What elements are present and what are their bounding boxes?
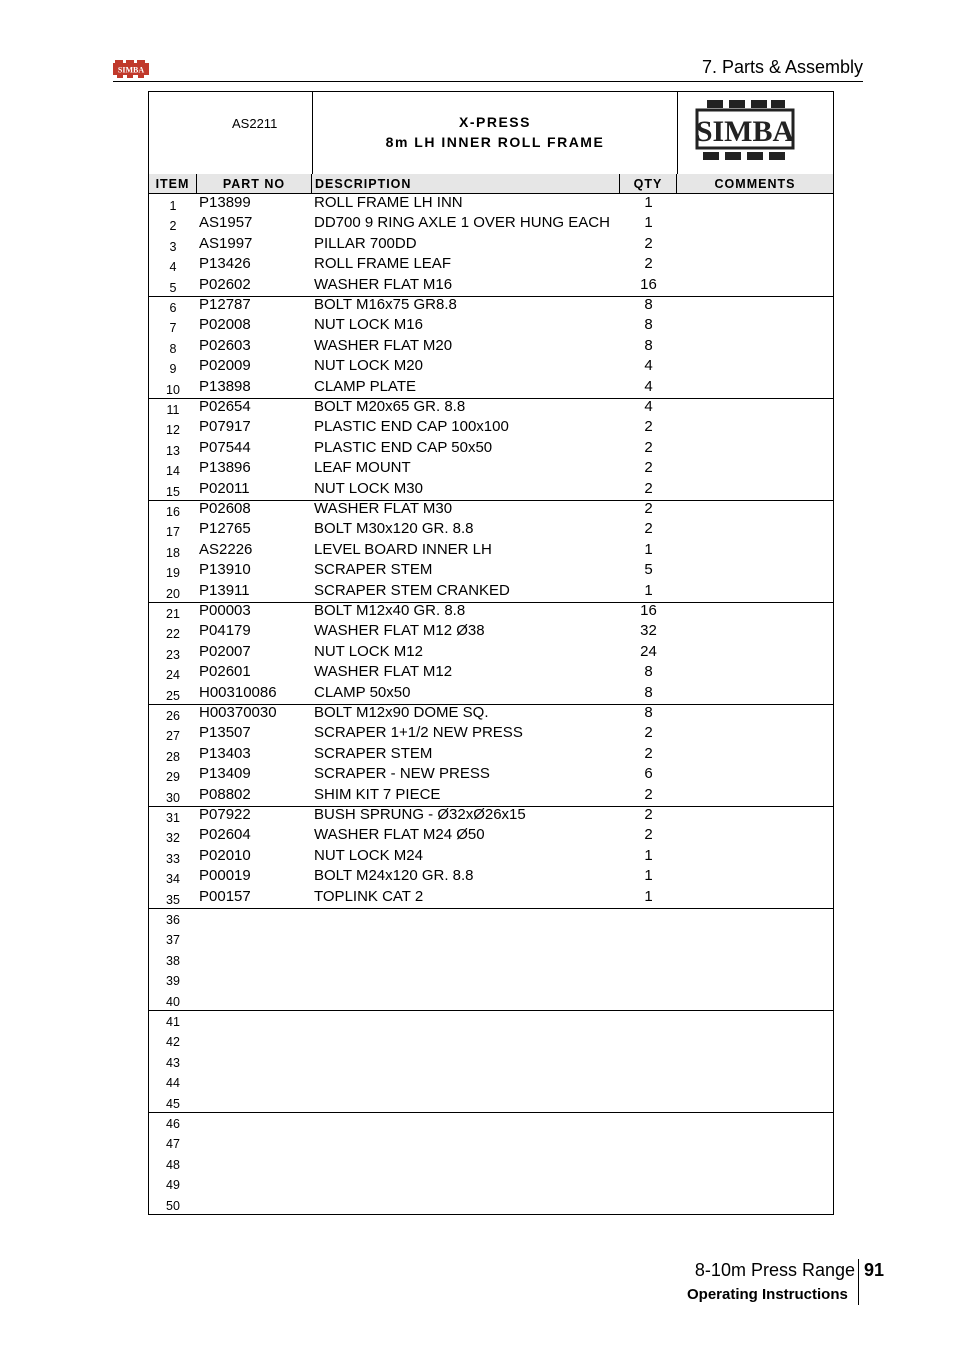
part-number: P07544 [199, 438, 251, 456]
part-description: TOPLINK CAT 2 [314, 887, 424, 905]
part-number: P13507 [199, 724, 251, 742]
table-row [149, 969, 833, 989]
group-divider [149, 704, 833, 705]
part-number: P02007 [199, 642, 251, 660]
part-quantity: 1 [644, 540, 653, 558]
part-number: P00003 [199, 602, 251, 619]
part-quantity: 2 [644, 724, 653, 742]
assembly-number-cell [149, 92, 313, 174]
item-number: 45 [166, 1096, 180, 1111]
item-number: 44 [166, 1076, 180, 1091]
part-description: SCRAPER STEM [314, 561, 433, 579]
part-number: P07917 [199, 418, 251, 436]
part-number: P13403 [199, 744, 251, 762]
part-quantity: 2 [644, 806, 653, 823]
item-number: 35 [166, 892, 180, 907]
item-number: 47 [166, 1137, 180, 1152]
parts-sheet [148, 91, 834, 1215]
item-number: 19 [166, 566, 180, 581]
item-number: 34 [166, 872, 180, 887]
item-number: 43 [166, 1055, 180, 1070]
part-description: WASHER FLAT M16 [314, 275, 453, 293]
part-quantity: 4 [644, 377, 653, 395]
part-description: BOLT M16x75 GR8.8 [314, 296, 457, 313]
part-description: SCRAPER 1+1/2 NEW PRESS [314, 724, 523, 742]
footer-subtitle: Operating Instructions [687, 1286, 848, 1303]
item-number: 48 [166, 1157, 180, 1172]
sheet-title-cell [313, 92, 678, 174]
part-description: WASHER FLAT M24 Ø50 [314, 826, 485, 844]
item-number: 6 [169, 301, 177, 315]
part-number: H00370030 [199, 704, 277, 721]
item-number: 32 [166, 831, 180, 846]
item-number: 50 [166, 1198, 180, 1213]
part-number: P02602 [199, 275, 251, 293]
item-number: 36 [166, 913, 180, 927]
part-number: P13899 [199, 194, 251, 211]
part-number: P04179 [199, 622, 251, 640]
item-number: 28 [166, 749, 180, 764]
part-quantity: 2 [644, 744, 653, 762]
group-divider [149, 296, 833, 297]
part-number: AS1957 [199, 214, 253, 232]
item-number: 17 [166, 525, 180, 540]
part-number: P02601 [199, 663, 251, 681]
part-description: SCRAPER - NEW PRESS [314, 765, 490, 783]
part-quantity: 4 [644, 398, 653, 415]
part-quantity: 8 [644, 704, 653, 721]
part-number: P13409 [199, 765, 251, 783]
part-quantity: 24 [640, 642, 657, 660]
table-row [149, 806, 833, 826]
item-number: 26 [166, 709, 180, 723]
column-header-row [149, 174, 833, 194]
table-row [149, 745, 833, 765]
item-number: 21 [166, 607, 180, 621]
item-number: 38 [166, 953, 180, 968]
table-row [149, 541, 833, 561]
table-row [149, 214, 833, 234]
group-divider [149, 806, 833, 807]
item-number: 33 [166, 851, 180, 866]
group-divider [149, 908, 833, 909]
part-number: P07922 [199, 806, 251, 823]
part-quantity: 4 [644, 357, 653, 375]
table-row [149, 622, 833, 642]
part-description: WASHER FLAT M30 [314, 500, 453, 517]
part-number: AS2226 [199, 540, 253, 558]
section-title: 7. Parts & Assembly [701, 57, 863, 77]
table-row [149, 765, 833, 785]
table-row [149, 1194, 833, 1214]
item-number: 31 [166, 811, 180, 825]
part-number: P00019 [199, 867, 251, 885]
part-quantity: 16 [640, 275, 657, 293]
item-number: 16 [166, 505, 180, 519]
part-number: AS1997 [199, 234, 253, 252]
part-description: ROLL FRAME LH INN [314, 194, 463, 211]
part-quantity: 1 [644, 194, 653, 211]
table-row [149, 1112, 833, 1132]
item-number: 24 [166, 668, 180, 683]
item-number: 22 [166, 627, 180, 642]
item-number: 11 [166, 403, 180, 417]
table-row [149, 235, 833, 255]
item-number: 30 [166, 790, 180, 805]
part-number: P02654 [199, 398, 251, 415]
table-row [149, 1092, 833, 1112]
header-divider [113, 81, 863, 82]
item-number: 39 [166, 974, 180, 989]
table-row [149, 643, 833, 663]
part-quantity: 8 [644, 296, 653, 313]
svg-text:SIMBA: SIMBA [695, 115, 795, 148]
part-number: P08802 [199, 785, 251, 803]
part-description: BOLT M12x90 DOME SQ. [314, 704, 489, 721]
part-description: NUT LOCK M24 [314, 846, 423, 864]
part-description: WASHER FLAT M12 [314, 663, 453, 681]
simba-brand-logo [695, 100, 795, 164]
part-quantity: 6 [644, 765, 653, 783]
page-number: 91 [864, 1260, 885, 1280]
part-description: LEAF MOUNT [314, 459, 411, 477]
part-number: H00310086 [199, 683, 277, 701]
part-description: WASHER FLAT M20 [314, 336, 453, 354]
part-number: P00157 [199, 887, 251, 905]
item-number: 37 [166, 933, 180, 948]
part-description: NUT LOCK M30 [314, 479, 423, 497]
table-row [149, 1173, 833, 1193]
item-number: 10 [166, 382, 180, 397]
part-description: BOLT M12x40 GR. 8.8 [314, 602, 466, 619]
table-row [149, 418, 833, 438]
col-item: ITEM [149, 174, 197, 193]
part-description: PLASTIC END CAP 100x100 [314, 418, 509, 436]
table-row [149, 867, 833, 887]
svg-text:SIMBA: SIMBA [117, 65, 145, 75]
part-number: P02603 [199, 336, 251, 354]
table-row [149, 1051, 833, 1071]
part-description: SHIM KIT 7 PIECE [314, 785, 441, 803]
col-comments: COMMENTS [714, 177, 796, 191]
table-row [149, 439, 833, 459]
part-description: PLASTIC END CAP 50x50 [314, 438, 493, 456]
sheet-title-line1: X-PRESS [459, 114, 531, 130]
part-number: P13426 [199, 255, 251, 273]
group-divider [149, 500, 833, 501]
footer-range: 8-10m Press Range [694, 1260, 855, 1280]
item-number: 8 [169, 341, 177, 356]
part-description: CLAMP PLATE [314, 377, 416, 395]
part-quantity: 1 [644, 887, 653, 905]
table-row [149, 1010, 833, 1030]
part-description: BOLT M20x65 GR. 8.8 [314, 398, 466, 415]
part-quantity: 1 [644, 581, 653, 599]
table-row [149, 1030, 833, 1050]
item-number: 14 [166, 464, 180, 479]
table-row [149, 357, 833, 377]
item-number: 41 [166, 1015, 180, 1029]
part-quantity: 1 [644, 867, 653, 885]
group-divider [149, 1112, 833, 1113]
table-row [149, 255, 833, 275]
footer-divider [858, 1259, 859, 1305]
item-number: 4 [169, 260, 177, 275]
assembly-number: AS2211 [232, 116, 278, 131]
table-row [149, 847, 833, 867]
group-divider [149, 398, 833, 399]
part-quantity: 8 [644, 683, 653, 701]
table-row [149, 908, 833, 928]
table-row [149, 786, 833, 806]
col-description: DESCRIPTION [312, 174, 620, 193]
col-part-no: PART NO [197, 174, 312, 193]
table-row [149, 582, 833, 602]
table-row [149, 990, 833, 1010]
table-row [149, 888, 833, 908]
part-number: P02011 [199, 479, 250, 497]
item-number: 5 [169, 280, 177, 295]
item-number: 29 [166, 770, 180, 785]
table-row [149, 520, 833, 540]
part-number: P12765 [199, 520, 251, 538]
item-number: 49 [166, 1178, 180, 1193]
table-row [149, 684, 833, 704]
part-description: CLAMP 50x50 [314, 683, 411, 701]
part-quantity: 1 [644, 846, 653, 864]
item-number: 18 [166, 545, 180, 560]
table-row [149, 276, 833, 296]
part-number: P13910 [199, 561, 251, 579]
part-number: P02608 [199, 500, 251, 517]
part-quantity: 8 [644, 336, 653, 354]
col-qty: QTY [620, 174, 677, 193]
part-number: P02009 [199, 357, 251, 375]
item-number: 23 [166, 647, 180, 662]
table-row [149, 561, 833, 581]
part-quantity: 5 [644, 561, 653, 579]
item-number: 15 [166, 484, 180, 499]
table-row [149, 500, 833, 520]
part-quantity: 8 [644, 316, 653, 334]
part-description: BOLT M24x120 GR. 8.8 [314, 867, 474, 885]
group-divider [149, 602, 833, 603]
table-row [149, 337, 833, 357]
item-number: 27 [166, 729, 180, 744]
part-quantity: 2 [644, 459, 653, 477]
item-number: 42 [166, 1035, 180, 1050]
part-description: ROLL FRAME LEAF [314, 255, 451, 273]
item-number: 7 [169, 321, 177, 336]
table-row [149, 1132, 833, 1152]
part-quantity: 32 [640, 622, 657, 640]
part-description: NUT LOCK M20 [314, 357, 423, 375]
item-number: 9 [169, 362, 177, 377]
item-number: 20 [166, 586, 180, 601]
part-quantity: 8 [644, 663, 653, 681]
part-number: P13896 [199, 459, 251, 477]
table-row [149, 480, 833, 500]
part-number: P02008 [199, 316, 251, 334]
table-row [149, 378, 833, 398]
table-row [149, 928, 833, 948]
part-description: BUSH SPRUNG - Ø32xØ26x15 [314, 806, 526, 823]
part-number: P02010 [199, 846, 251, 864]
item-number: 12 [166, 423, 180, 438]
table-row [149, 296, 833, 316]
part-description: DD700 9 RING AXLE 1 OVER HUNG EACH [314, 214, 610, 232]
item-number: 46 [166, 1117, 180, 1131]
part-number: P13898 [199, 377, 251, 395]
part-quantity: 1 [644, 214, 653, 232]
part-description: NUT LOCK M16 [314, 316, 423, 334]
table-row [149, 826, 833, 846]
brand-logo-cell [678, 92, 833, 174]
table-row [149, 949, 833, 969]
part-description: LEVEL BOARD INNER LH [314, 540, 492, 558]
part-description: SCRAPER STEM [314, 744, 433, 762]
item-number: 40 [166, 994, 180, 1009]
part-quantity: 2 [644, 479, 653, 497]
sheet-title-block [149, 92, 833, 175]
part-quantity: 2 [644, 785, 653, 803]
table-row [149, 194, 833, 214]
table-row [149, 602, 833, 622]
part-number: P12787 [199, 296, 251, 313]
item-number: 13 [166, 443, 180, 458]
group-divider [149, 1010, 833, 1011]
item-number: 2 [169, 219, 177, 234]
part-description: SCRAPER STEM CRANKED [314, 581, 510, 599]
part-description: WASHER FLAT M12 Ø38 [314, 622, 485, 640]
item-number: 25 [166, 688, 180, 703]
part-quantity: 2 [644, 826, 653, 844]
table-row [149, 1071, 833, 1091]
part-description: PILLAR 700DD [314, 234, 417, 252]
part-quantity: 2 [644, 520, 653, 538]
table-row [149, 316, 833, 336]
part-quantity: 16 [640, 602, 657, 619]
table-row [149, 663, 833, 683]
sheet-title-line2: 8m LH INNER ROLL FRAME [385, 134, 605, 150]
part-quantity: 2 [644, 438, 653, 456]
table-row [149, 398, 833, 418]
table-row [149, 724, 833, 744]
part-description: BOLT M30x120 GR. 8.8 [314, 520, 474, 538]
part-number: P13911 [199, 581, 250, 599]
part-quantity: 2 [644, 255, 653, 273]
item-number: 3 [169, 239, 177, 254]
simba-header-logo [113, 60, 149, 78]
table-row [149, 1153, 833, 1173]
item-number: 1 [169, 199, 177, 213]
part-quantity: 2 [644, 500, 653, 517]
part-description: NUT LOCK M12 [314, 642, 423, 660]
part-quantity: 2 [644, 418, 653, 436]
part-number: P02604 [199, 826, 251, 844]
table-row [149, 459, 833, 479]
table-row [149, 704, 833, 724]
part-quantity: 2 [644, 234, 653, 252]
